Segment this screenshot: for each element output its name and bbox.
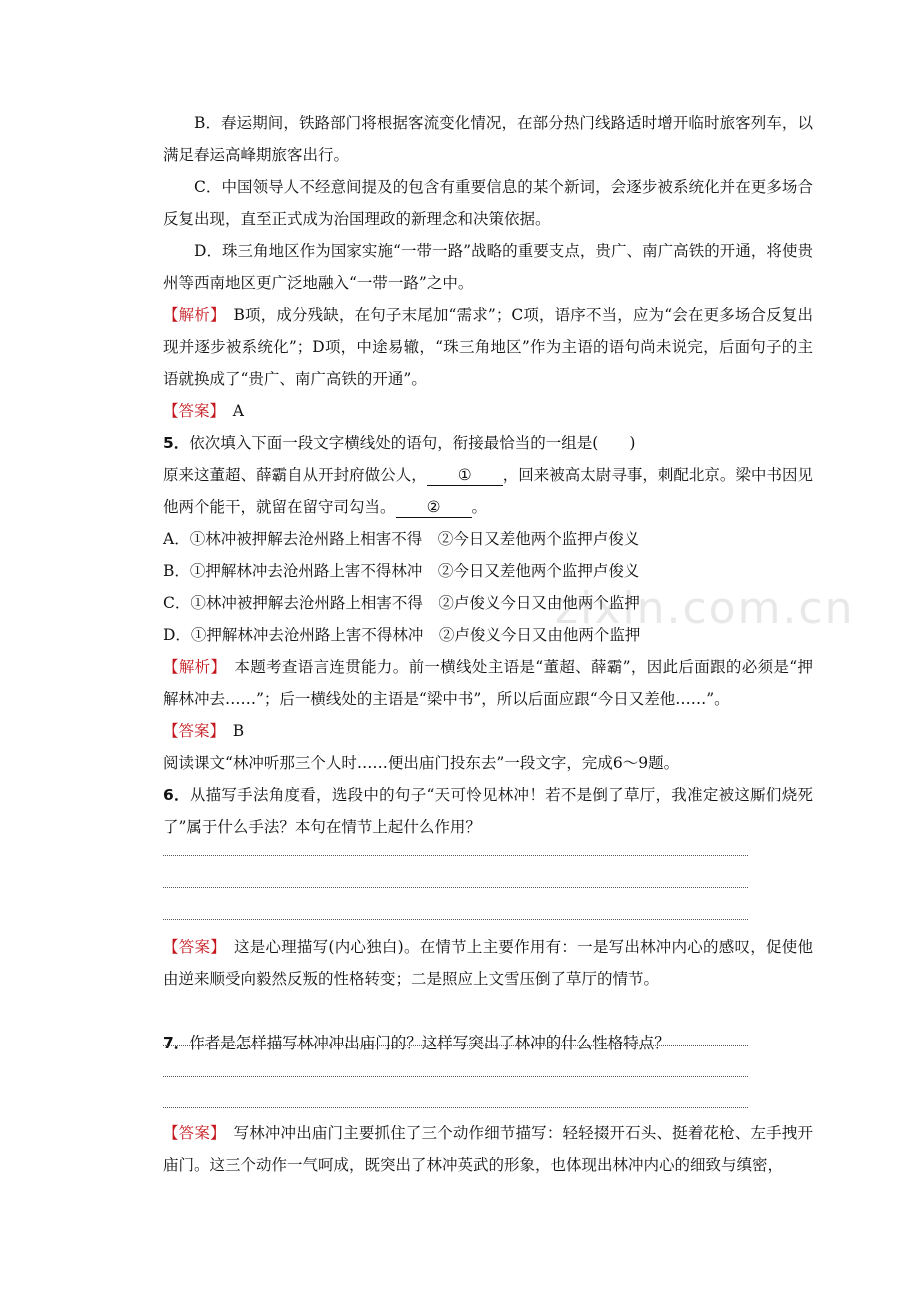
q5-question [163, 427, 813, 459]
answer-line [163, 887, 748, 888]
answer-line [163, 919, 748, 920]
option-c-paragraph: C．中国领导人不经意间提及的包含有重要信息的某个新词，会逐步被系统化并在更多场合反复出现，直至正式成为治国理政的新理念和决策依据。 [163, 178, 813, 228]
q5-option-c: C．①林冲被押解去沧州路上相害不得 ②卢俊义今日又由他两个监押 [163, 594, 640, 612]
q5-option-b: B．①押解林冲去沧州路上害不得林冲 ②今日又差他两个监押卢俊义 [163, 562, 640, 580]
analysis-text: B项，成分残缺，在句子末尾加“需求”；C项，语序不当，应为“会在更多场合反复出现并逐步被系统化”；D项，中途易辙，“珠三角地区”作为主语的语句尚未说完，后面句子的主语就换成了“贵广、南广高铁的开通”。 [163, 306, 813, 388]
question-number: 6． [163, 786, 190, 804]
question-stem: 作者是怎样描写林冲冲出庙门的？这样写突出了林冲的什么性格特点？ [189, 1034, 670, 1052]
answer-text: 写林冲冲出庙门主要抓住了三个动作细节描写：轻轻掇开石头、挺着花枪、左手拽开庙门。这三个动作一气呵成，既突出了林冲英武的形象，也体现出林冲内心的细致与缜密， [163, 1124, 813, 1174]
analysis-tag: 【解析】 [163, 306, 218, 324]
answer-line [163, 855, 748, 856]
q5-analysis [163, 651, 813, 715]
answer-tag: 【答案】 [163, 1124, 218, 1142]
answer-tag: 【答案】 [163, 402, 218, 420]
question-stem: 依次填入下面一段文字横线处的语句，衔接最恰当的一组是( ) [189, 434, 636, 452]
blank-2: ② [396, 497, 472, 518]
blank-1: ① [427, 465, 503, 486]
analysis-tag: 【解析】 [163, 658, 219, 676]
answer-text: 这是心理描写(内心独白)。在情节上主要作用有：一是写出林冲内心的感叹，促使他由逆来顺受向毅然反叛的性格转变；二是照应上文雪压倒了草厅的情节。 [163, 938, 813, 988]
analysis-text: 本题考查语言连贯能力。前一横线处主语是“董超、薛霸”，因此后面跟的必须是“押解林冲去……”；后一横线处的主语是“梁中书”，所以后面应跟“今日又差他……”。 [163, 658, 813, 708]
q5-option-d: D．①押解林冲去沧州路上害不得林冲 ②卢俊义今日又由他两个监押 [163, 626, 641, 644]
answer-tag: 【答案】 [163, 938, 219, 956]
answer-line [163, 1107, 748, 1108]
passage-part-c: 。 [471, 498, 488, 516]
q6-answer [163, 931, 813, 995]
q6-question [163, 779, 813, 843]
answer-text: A [217, 402, 244, 420]
q5-option-a: A．①林冲被押解去沧州路上相害不得 ②今日又差他两个监押卢俊义 [163, 530, 640, 548]
q7-answer [163, 1117, 813, 1181]
passage-part-b: ，回来被高太尉寻事，刺配北京。梁中书因见他两个能干，就留在留守司勾当。 [163, 466, 813, 516]
passage-part-a: 原来这董超、薛霸自从开封府做公人， [163, 466, 427, 484]
q5-answer [163, 715, 813, 747]
question-number: 7． [163, 1034, 190, 1052]
question-number: 5． [163, 434, 190, 452]
option-b-paragraph: B．春运期间，铁路部门将根据客流变化情况，在部分热门线路适时增开临时旅客列车，以满足春运高峰期旅客出行。 [163, 114, 813, 164]
q4-answer [163, 395, 813, 427]
answer-tag: 【答案】 [163, 722, 218, 740]
reading-intro: 阅读课文“林冲听那三个人时……便出庙门投东去”一段文字，完成6～9题。 [163, 754, 680, 772]
q4-analysis [163, 299, 813, 395]
answer-line [163, 1045, 748, 1046]
question-stem: 从描写手法角度看，选段中的句子“天可怜见林冲！若不是倒了草厅，我准定被这厮们烧死了”属于什么手法？本句在情节上起什么作用？ [163, 786, 813, 836]
watermark: zixin.com.cn [555, 583, 855, 634]
answer-text: B [217, 722, 245, 740]
q7-question [163, 1027, 813, 1059]
option-d-paragraph: D．珠三角地区作为国家实施“一带一路”战略的重要支点，贵广、南广高铁的开通，将使贵州等西南地区更广泛地融入“一带一路”之中。 [163, 242, 813, 292]
answer-line [163, 1076, 748, 1077]
q5-passage [163, 459, 813, 523]
